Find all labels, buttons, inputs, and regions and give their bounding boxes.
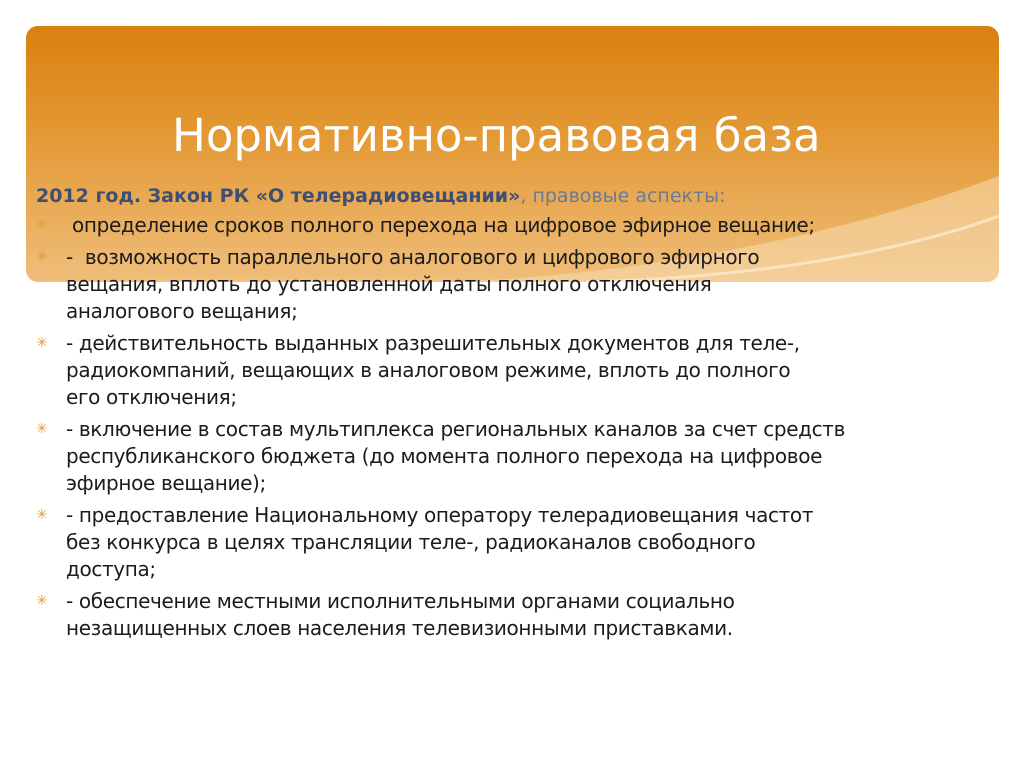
bullet-text-line: доступа; [66, 557, 156, 581]
bullet-text-line: его отключения; [66, 385, 237, 409]
intro-rest: , правовые аспекты: [520, 185, 726, 207]
page-title: Нормативно-правовая база [172, 109, 821, 162]
bullet-item [36, 502, 998, 583]
bullet-item [36, 244, 998, 325]
bullet-text-line: - включение в состав мультиплекса региональных каналов за счет средств [66, 417, 846, 441]
bullet-text-line: республиканского бюджета (до момента полного перехода на цифровое [66, 444, 823, 468]
bullet-text-line: без конкурса в целях трансляции теле-, радиоканалов свободного [66, 530, 756, 554]
bullet-item [36, 416, 998, 497]
star-bullet-icon: ✳ [36, 335, 48, 351]
star-bullet-icon: ✳ [36, 217, 48, 233]
star-bullet-icon: ✳ [36, 249, 48, 265]
bullet-text-line: аналогового вещания; [66, 299, 298, 323]
star-bullet-icon: ✳ [36, 421, 48, 437]
bullet-text-line: вещания, вплоть до установленной даты полного отключения [66, 272, 712, 296]
bullet-text-line: - возможность параллельного аналогового и цифрового эфирного [66, 245, 760, 269]
bullet-text-line: определение сроков полного перехода на цифровое эфирное вещание; [66, 213, 815, 237]
bullet-item [36, 330, 998, 411]
intro-law-reference: 2012 год. Закон РК «О телерадиовещании» [36, 185, 521, 207]
bullet-text-line: - обеспечение местными исполнительными органами социально [66, 589, 735, 613]
bullet-text-line: незащищенных слоев населения телевизионными приставками. [66, 616, 733, 640]
bullet-text-line: радиокомпаний, вещающих в аналоговом режиме, вплоть до полного [66, 358, 791, 382]
bullet-list [36, 212, 998, 642]
bullet-text-line: - действительность выданных разрешительных документов для теле-, [66, 331, 800, 355]
bullet-text-line: эфирное вещание); [66, 471, 266, 495]
star-bullet-icon: ✳ [36, 507, 48, 523]
bullet-item [36, 588, 998, 642]
intro-line [36, 183, 998, 210]
slide-body [36, 183, 998, 647]
star-bullet-icon: ✳ [36, 593, 48, 609]
bullet-text-line: - предоставление Национальному оператору телерадиовещания частот [66, 503, 814, 527]
bullet-item [36, 212, 998, 239]
